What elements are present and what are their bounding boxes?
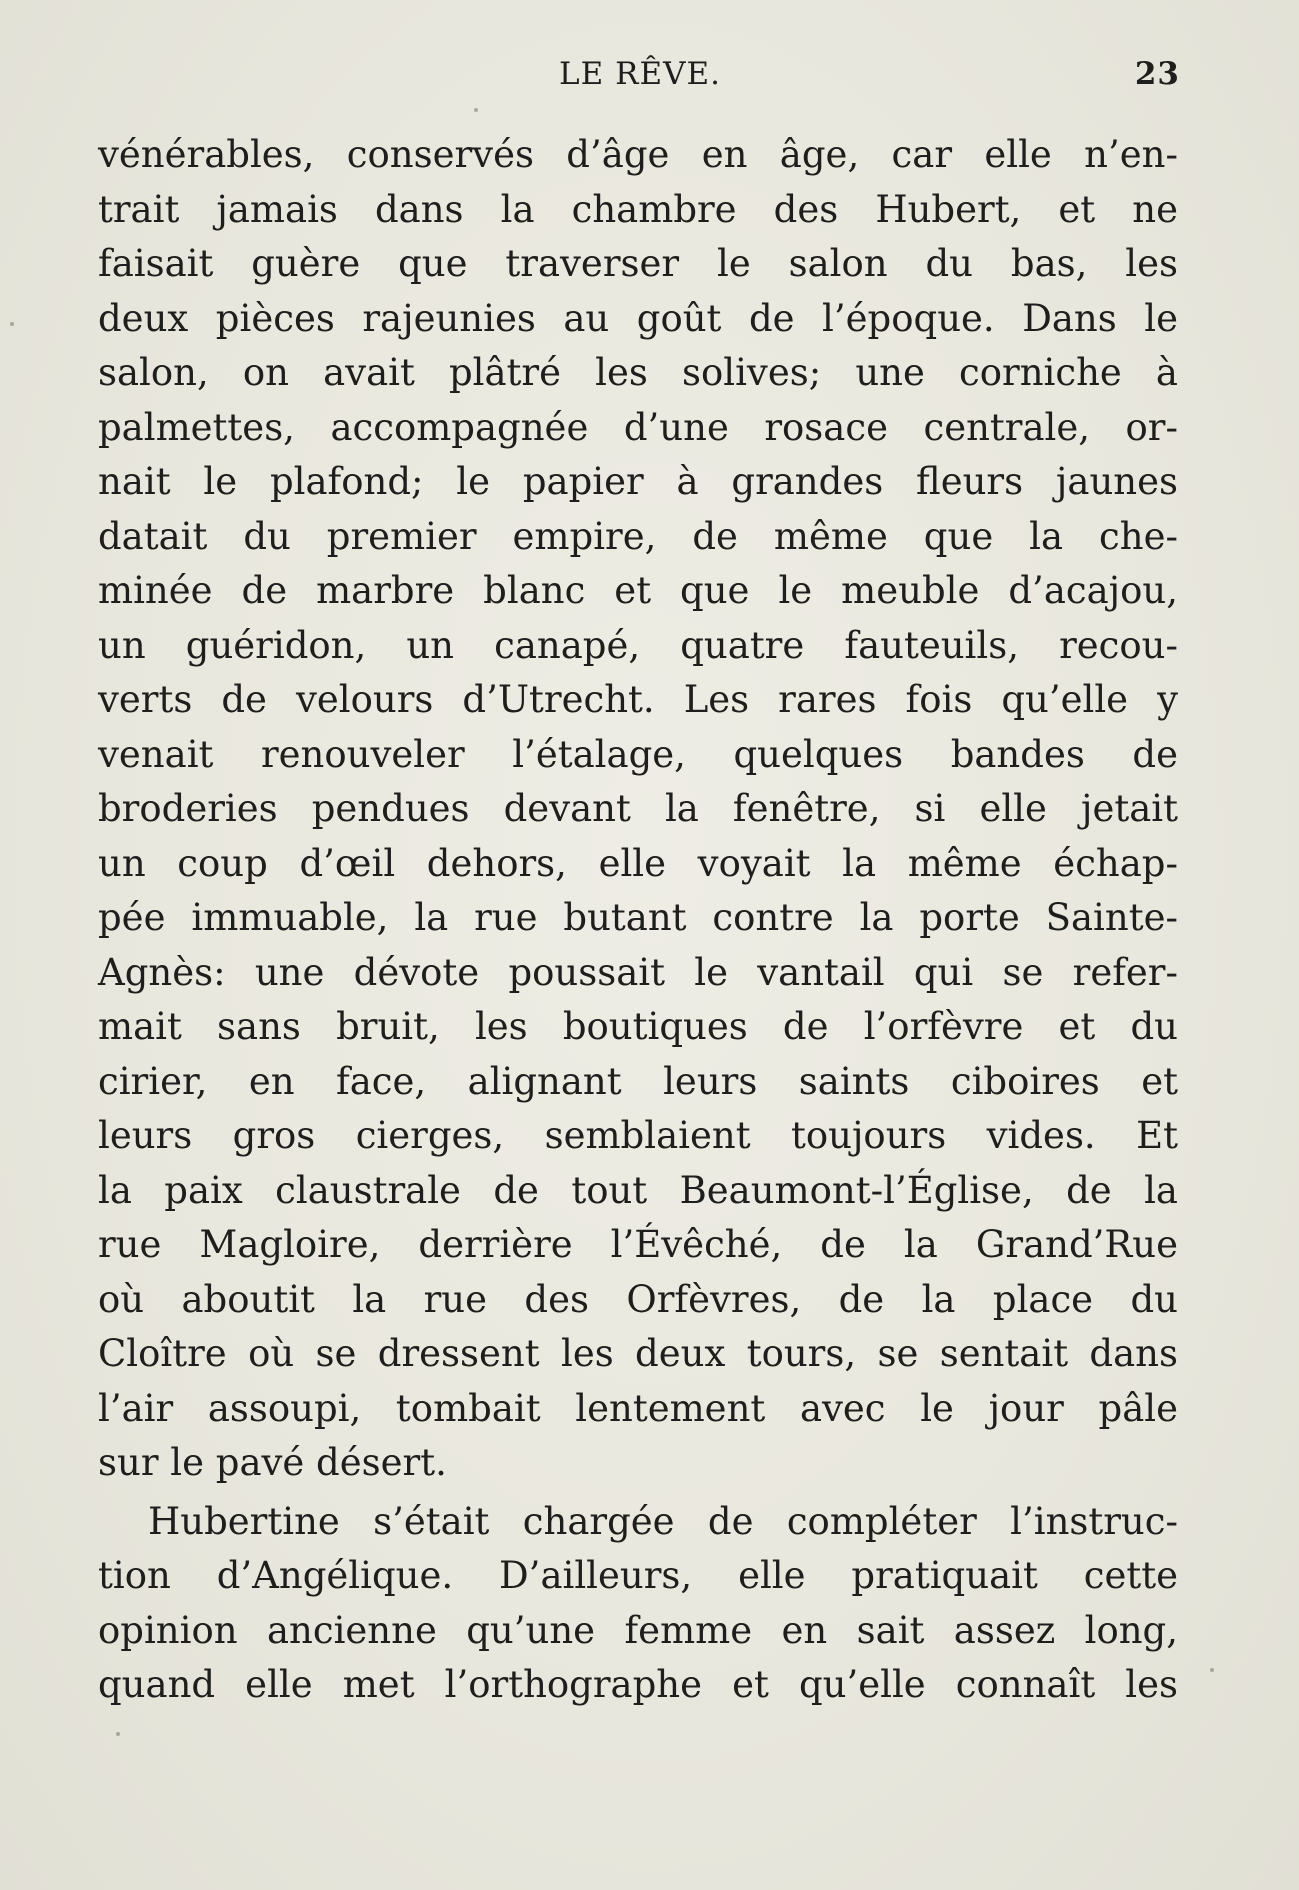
text-line: Agnès: une dévote poussait le vantail qui se refer- (98, 950, 1178, 994)
page-number: 23 (1134, 56, 1180, 92)
paper-speck (1210, 1668, 1214, 1672)
text-line: trait jamais dans la chambre des Hubert, et ne (98, 187, 1178, 231)
text-line: broderies pendues devant la fenêtre, si elle jetait (98, 787, 1178, 830)
text-line: datait du premier empire, de même que la che- (98, 514, 1178, 558)
text-line: faisait guère que traverser le salon du bas, les (98, 242, 1178, 285)
text-line: venait renouveler l’étalage, quelques bandes de (98, 732, 1178, 776)
paragraph (98, 128, 1178, 1491)
text-line: cirier, en face, alignant leurs saints ciboires et (98, 1059, 1178, 1103)
text-line: la paix claustrale de tout Beaumont-l’Église, de la (98, 1168, 1178, 1212)
text-line: Hubertine s’était chargée de compléter l’instruc- (148, 1499, 1178, 1543)
text-line: verts de velours d’Utrecht. Les rares fois qu’elle y (98, 678, 1178, 721)
text-line: mait sans bruit, les boutiques de l’orfèvre et du (98, 1005, 1178, 1048)
paper-speck (116, 1732, 120, 1736)
paper-speck (10, 322, 14, 326)
paper-speck (474, 108, 478, 112)
text-line: l’air assoupi, tombait lentement avec le jour pâle (98, 1386, 1178, 1430)
text-line: un coup d’œil dehors, elle voyait la même échap- (98, 841, 1178, 885)
text-line: Cloître où se dressent les deux tours, se sentait dans (98, 1332, 1178, 1375)
text-line: quand elle met l’orthographe et qu’elle connaît les (98, 1663, 1178, 1706)
running-head (100, 56, 1180, 100)
text-line: où aboutit la rue des Orfèvres, de la place du (98, 1277, 1178, 1321)
text-line: leurs gros cierges, semblaient toujours vides. Et (98, 1114, 1178, 1157)
text-line: salon, on avait plâtré les solives; une corniche à (98, 351, 1178, 394)
text-line: sur le pavé désert. (98, 1441, 447, 1484)
text-line: minée de marbre blanc et que le meuble d’acajou, (98, 569, 1178, 612)
text-line: rue Magloire, derrière l’Évêché, de la Grand’Rue (98, 1223, 1178, 1266)
paragraph (98, 1495, 1178, 1713)
text-line: palmettes, accompagnée d’une rosace centrale, or- (98, 405, 1178, 449)
text-line: pée immuable, la rue butant contre la porte Sainte- (98, 896, 1178, 939)
text-line: nait le plafond; le papier à grandes fleurs jaunes (98, 460, 1178, 503)
text-line: opinion ancienne qu’une femme en sait assez long, (98, 1608, 1178, 1652)
text-line: vénérables, conservés d’âge en âge, car elle n’en- (98, 133, 1178, 176)
text-line: un guéridon, un canapé, quatre fauteuils, recou- (98, 623, 1178, 667)
running-title: LE RÊVE. (559, 56, 721, 92)
text-line: deux pièces rajeunies au goût de l’époque. Dans le (98, 296, 1178, 340)
body-text (98, 128, 1178, 1713)
text-line: tion d’Angélique. D’ailleurs, elle pratiquait cette (98, 1554, 1178, 1597)
